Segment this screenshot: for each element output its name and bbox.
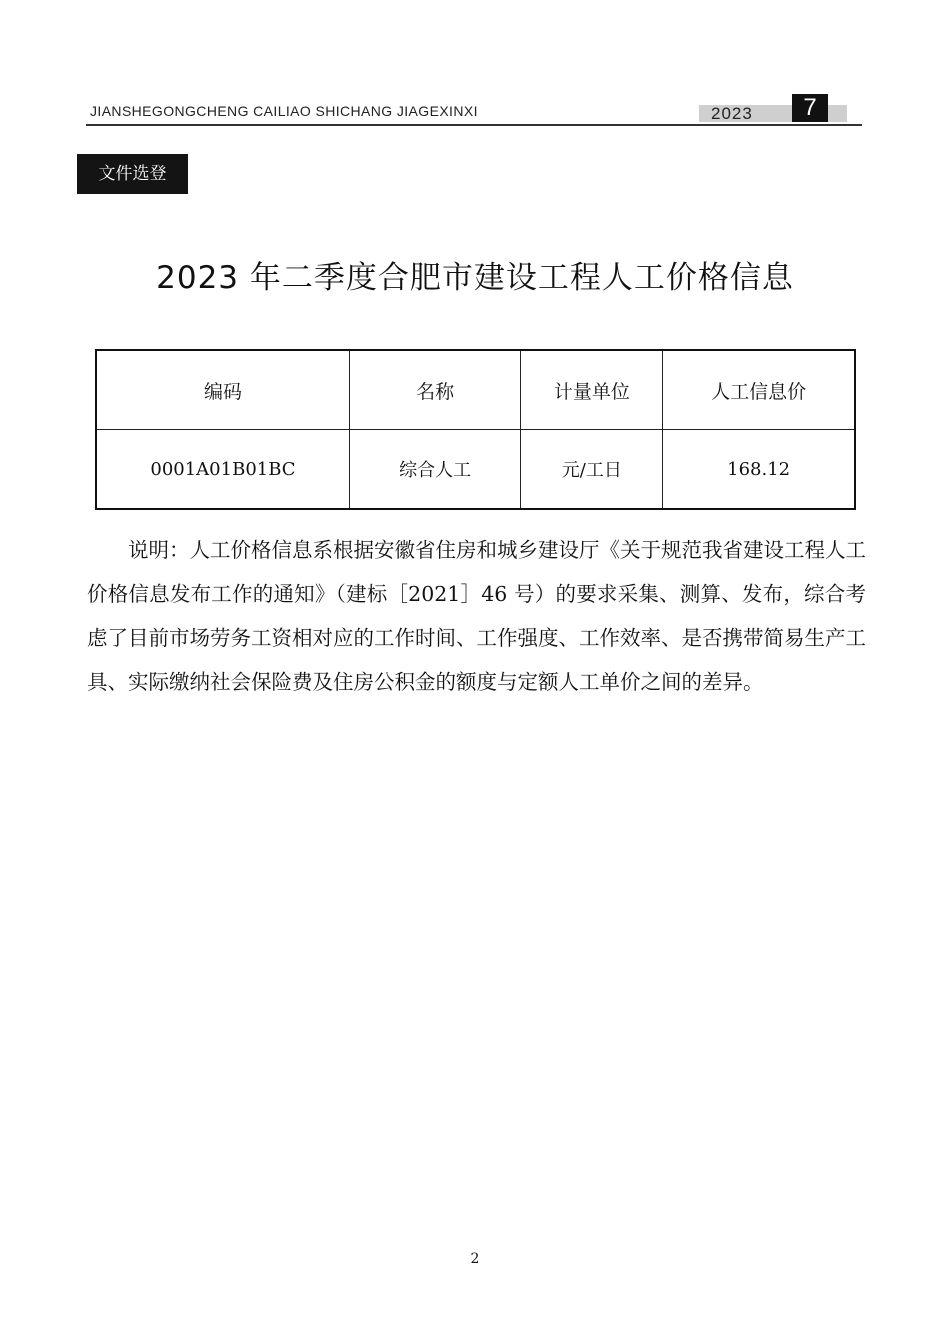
header-issue-number: 7 bbox=[792, 94, 828, 122]
cell-unit: 元/工日 bbox=[521, 430, 663, 510]
table-header-row bbox=[96, 350, 855, 430]
running-header-title: JIANSHEGONGCHENG CAILIAO SHICHANG JIAGEXINXI bbox=[90, 103, 478, 119]
header-divider bbox=[86, 124, 862, 126]
page-number: 2 bbox=[470, 1251, 480, 1267]
header-price: 人工信息价 bbox=[663, 350, 855, 430]
cell-code: 0001A01B01BC bbox=[96, 430, 349, 510]
header-unit: 计量单位 bbox=[521, 350, 663, 430]
explanation-note: 说明：人工价格信息系根据安徽省住房和城乡建设厅《关于规范我省建设工程人工价格信息发布工作的通知》（建标［2021］46 号）的要求采集、测算、发布，综合考虑了目前市场劳务工资相对应的工作时间、工作强度、工作效率、是否携带简易生产工具、实际缴纳社会保险费及住房公积金的额度与定额人工单价之间的差异。 bbox=[87, 538, 866, 694]
cell-price: 168.12 bbox=[663, 430, 855, 510]
header-name: 名称 bbox=[349, 350, 520, 430]
labor-price-table bbox=[95, 349, 856, 510]
cell-name: 综合人工 bbox=[349, 430, 520, 510]
header-code: 编码 bbox=[96, 350, 349, 430]
section-tag: 文件选登 bbox=[77, 154, 188, 194]
header-year: 2023 bbox=[711, 104, 753, 123]
table-row bbox=[96, 430, 855, 510]
document-title: 2023 年二季度合肥市建设工程人工价格信息 bbox=[156, 260, 794, 296]
